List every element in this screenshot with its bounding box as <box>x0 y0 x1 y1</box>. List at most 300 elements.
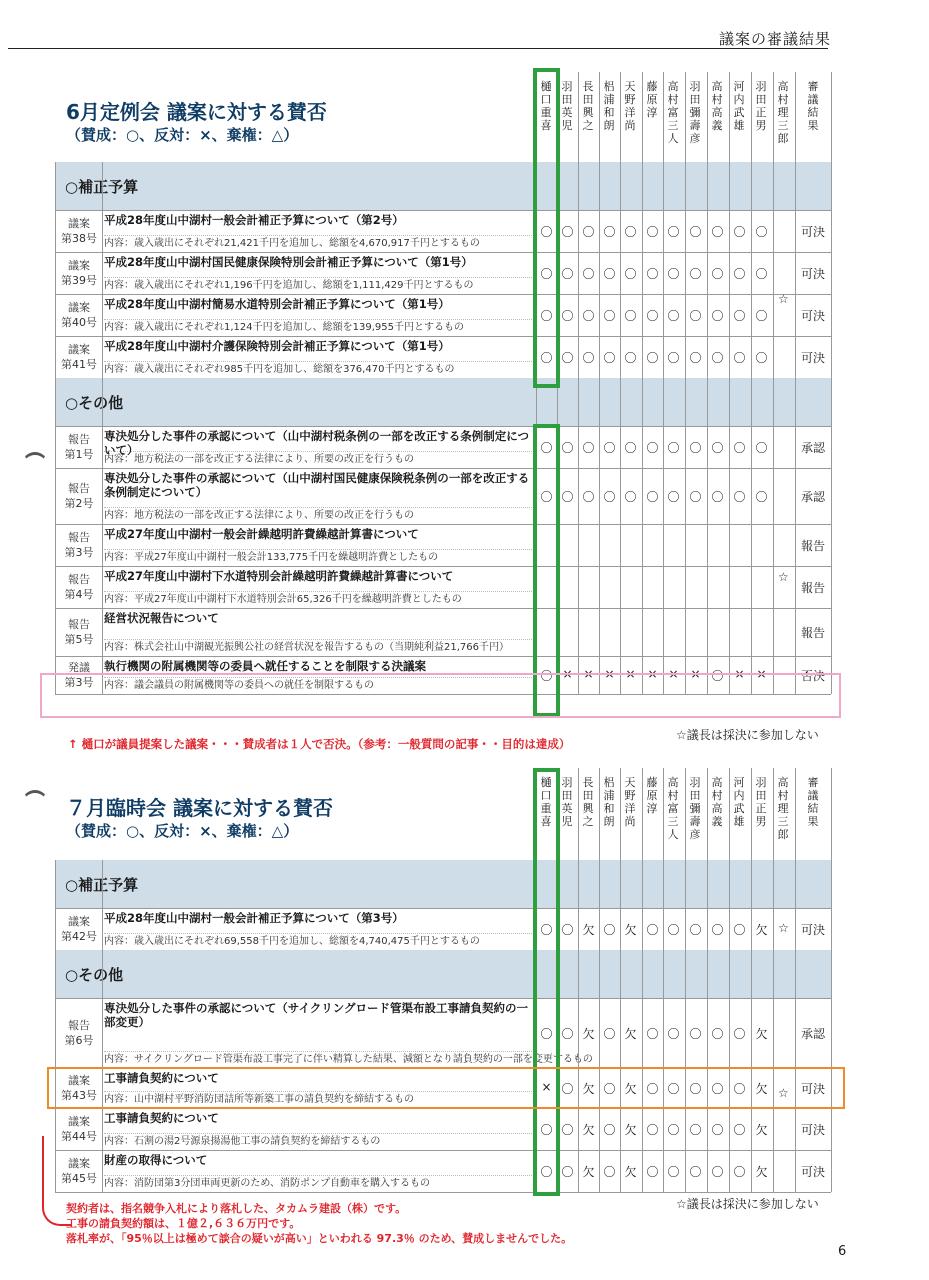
desc-divider <box>104 1175 536 1176</box>
vote-mark: × <box>604 667 615 681</box>
member-name-header: 樋口重喜 <box>540 776 552 828</box>
member-name-header: 高村富三人 <box>667 80 679 145</box>
desc-divider <box>104 361 536 362</box>
vote-mark: 〇 <box>755 441 768 455</box>
member-name-header: 藤原 淳 <box>646 80 669 119</box>
table-right-line <box>831 768 832 1192</box>
header-rule <box>8 48 828 49</box>
vote-mark: 〇 <box>603 1123 616 1137</box>
vote-mark: 欠 <box>582 1165 595 1179</box>
vote-mark: 〇 <box>603 1082 616 1096</box>
row-divider <box>55 210 831 211</box>
desc-divider <box>104 277 536 278</box>
id-title-divider <box>102 162 103 694</box>
vote-mark: 〇 <box>667 1027 680 1041</box>
july-chair-note: ☆議長は採決に参加しない <box>676 1197 819 1211</box>
row-divider <box>55 566 831 567</box>
member-name-header: 河内武雄 <box>733 776 745 828</box>
vote-mark: 〇 <box>561 923 574 937</box>
row-divider <box>55 908 831 909</box>
row-title: 工事請負契約について <box>104 1071 219 1085</box>
row-desc: 内容：石割の湯2号源泉揚湯他工事の請負契約を締結するもの <box>104 1136 381 1147</box>
vote-mark: 〇 <box>667 309 680 323</box>
vote-mark: 〇 <box>733 923 746 937</box>
row-title: 平成28年度山中湖村一般会計補正予算について（第3号） <box>104 911 404 925</box>
row-id: 議案 第40号 <box>61 301 97 329</box>
member-col-line <box>707 72 708 694</box>
vote-mark: 欠 <box>624 1027 637 1041</box>
vote-mark: 〇 <box>667 490 680 504</box>
row-desc: 内容：サイクリングロード管渠布設工事完了に伴い精算した結果、減額となり請負契約の一部を変更するもの <box>104 1054 593 1065</box>
row-highlight-box <box>40 673 841 718</box>
chair-star: ☆ <box>778 570 789 584</box>
group-band: ○その他 <box>55 378 831 426</box>
vote-mark: 〇 <box>624 267 637 281</box>
vote-mark: 〇 <box>540 309 553 323</box>
vote-mark: × <box>647 667 658 681</box>
vote-mark: 〇 <box>624 490 637 504</box>
vote-mark: 〇 <box>646 441 659 455</box>
vote-mark: × <box>562 667 573 681</box>
row-id: 議案 第39号 <box>61 259 97 287</box>
vote-mark: 〇 <box>646 1165 659 1179</box>
page-header-title: 議案の審議結果 <box>718 30 831 48</box>
row-title: 執行機関の附属機関等の委員へ就任することを制限する決議案 <box>104 659 426 673</box>
vote-mark: 〇 <box>667 1082 680 1096</box>
row-title: 平成27年度山中湖村下水道特別会計繰越明許費繰越計算書について <box>104 569 454 583</box>
vote-result: 承認 <box>800 1027 825 1041</box>
row-title: 財産の取得について <box>104 1153 208 1167</box>
vote-mark: 〇 <box>711 1123 724 1137</box>
vote-mark: × <box>668 667 679 681</box>
july-red-line-2: 工事の請負契約額は、１億２,６３６万円です。 <box>66 1217 301 1230</box>
member-col-line <box>773 72 774 694</box>
vote-mark: 〇 <box>540 267 553 281</box>
member-col-line <box>578 768 579 1192</box>
july-red-line-3: 落札率が、「95％以上は極めて談合の疑いが高い」といわれる 97.3％ のため、賛成しませんでした。 <box>66 1232 573 1245</box>
vote-mark: 〇 <box>540 490 553 504</box>
member-col-line <box>599 768 600 1192</box>
vote-mark: 欠 <box>624 1123 637 1137</box>
row-divider <box>55 524 831 525</box>
vote-result: 否決 <box>800 669 825 683</box>
vote-mark: 〇 <box>603 923 616 937</box>
row-id: 報告 第2号 <box>64 482 94 510</box>
vote-mark: × <box>625 667 636 681</box>
row-desc: 内容：山中湖村平野消防団詰所等新築工事の請負契約を締結するもの <box>104 1094 414 1105</box>
desc-divider <box>104 1133 536 1134</box>
vote-mark: 〇 <box>689 309 702 323</box>
vote-mark: 〇 <box>582 351 595 365</box>
member-col-line <box>620 72 621 694</box>
july-section-subtitle: （賛成：○、反対：×、棄権：△） <box>66 822 299 840</box>
vote-mark: 〇 <box>689 267 702 281</box>
vote-mark: 〇 <box>646 267 659 281</box>
row-id: 報告 第4号 <box>64 573 94 601</box>
row-title: 平成28年度山中湖村簡易水道特別会計補正予算について（第1号） <box>104 297 450 311</box>
vote-mark: 欠 <box>624 1082 637 1096</box>
row-divider <box>55 608 831 609</box>
punch-hole-icon <box>22 452 48 477</box>
vote-mark: × <box>690 667 701 681</box>
row-divider <box>55 294 831 295</box>
desc-divider <box>104 235 536 236</box>
contract-43-highlight-box <box>47 1067 845 1109</box>
vote-mark: 〇 <box>582 225 595 239</box>
member-name-header: 羽田彌壽彦 <box>689 80 701 145</box>
vote-mark: 〇 <box>561 309 574 323</box>
vote-mark: 〇 <box>646 351 659 365</box>
member-name-header: 長田興之 <box>582 80 594 132</box>
chair-star: ☆ <box>778 1086 789 1100</box>
desc-divider <box>104 933 536 934</box>
row-title: 専決処分した事件の承認について（山中湖村税条例の一部を改正する条例制定について） <box>104 429 530 457</box>
row-desc: 内容：議会議員の附属機関等の委員への就任を制限するもの <box>104 680 374 691</box>
table-left-line <box>55 162 56 694</box>
row-id: 議案 第45号 <box>61 1157 97 1185</box>
member-name-header: 羽田正男 <box>755 80 767 132</box>
vote-mark: 〇 <box>667 1165 680 1179</box>
vote-mark: 〇 <box>540 1123 553 1137</box>
group-band: ○その他 <box>55 950 831 998</box>
vote-mark: 〇 <box>689 1165 702 1179</box>
vote-mark: 〇 <box>561 1123 574 1137</box>
vote-mark: 〇 <box>733 1165 746 1179</box>
row-title: 専決処分した事件の承認について（サイクリングロード管渠布設工事請負契約の一部変更） <box>104 1001 529 1029</box>
vote-mark: 〇 <box>733 1123 746 1137</box>
vote-mark: 〇 <box>711 225 724 239</box>
row-divider <box>55 1150 831 1151</box>
vote-mark: 〇 <box>667 441 680 455</box>
vote-mark: 〇 <box>582 267 595 281</box>
vote-result: 報告 <box>800 581 825 595</box>
member-name-header: 高村高義 <box>711 776 723 828</box>
row-divider <box>55 998 831 999</box>
row-id: 議案 第44号 <box>61 1115 97 1143</box>
vote-mark: 〇 <box>689 351 702 365</box>
vote-mark: 〇 <box>711 1082 724 1096</box>
row-id: 議案 第43号 <box>61 1074 97 1102</box>
row-id: 報告 第1号 <box>64 433 94 461</box>
desc-divider <box>104 549 536 550</box>
group-band: ○補正予算 <box>55 860 831 908</box>
row-divider <box>55 426 831 427</box>
vote-mark: 〇 <box>603 267 616 281</box>
vote-mark: 欠 <box>624 923 637 937</box>
table-bottom <box>55 1192 831 1193</box>
row-divider <box>55 336 831 337</box>
vote-result: 報告 <box>800 539 825 553</box>
june-chair-note: ☆議長は採決に参加しない <box>676 728 819 742</box>
member-name-header: 藤原 淳 <box>646 776 669 815</box>
row-desc: 内容：地方税法の一部を改正する法律により、所要の改正を行うもの <box>104 454 414 465</box>
vote-result: 可決 <box>800 267 825 281</box>
vote-mark: 〇 <box>733 309 746 323</box>
member-name-header: 高村理三郎 <box>777 776 789 841</box>
desc-divider <box>104 591 536 592</box>
row-desc: 内容：消防団第3分団車両更新のため、消防ポンプ自動車を購入するもの <box>104 1178 430 1189</box>
desc-divider <box>104 507 536 508</box>
vote-mark: 〇 <box>711 309 724 323</box>
july-section-title: ７月臨時会 議案に対する賛否 <box>66 796 333 820</box>
page-number: 6 <box>838 1244 847 1259</box>
desc-divider <box>104 319 536 320</box>
member-name-header: 高村富三人 <box>667 776 679 841</box>
vote-mark: 〇 <box>540 225 553 239</box>
vote-mark: 欠 <box>755 1123 768 1137</box>
vote-mark: 〇 <box>646 490 659 504</box>
member-col-line <box>707 768 708 1192</box>
vote-mark: 〇 <box>646 1027 659 1041</box>
row-id: 報告 第3号 <box>64 531 94 559</box>
vote-mark: 欠 <box>755 1165 768 1179</box>
desc-divider <box>104 639 536 640</box>
member-name-header: 梠浦和朗 <box>603 776 615 828</box>
result-header: 審議結果 <box>807 776 819 828</box>
vote-mark: 〇 <box>540 351 553 365</box>
member-col-line <box>620 768 621 1192</box>
vote-mark: 〇 <box>624 309 637 323</box>
vote-mark: 欠 <box>624 1165 637 1179</box>
vote-mark: 〇 <box>624 351 637 365</box>
vote-mark: 〇 <box>711 923 724 937</box>
member-col-line <box>642 72 643 694</box>
vote-result: 承認 <box>800 441 825 455</box>
vote-mark: 〇 <box>733 351 746 365</box>
vote-mark: 〇 <box>561 267 574 281</box>
row-title: 専決処分した事件の承認について（山中湖村国民健康保険税条例の一部を改正する条例制定について） <box>104 471 530 499</box>
vote-mark: 〇 <box>711 441 724 455</box>
vote-mark: × <box>541 1080 552 1094</box>
vote-mark: 〇 <box>561 1082 574 1096</box>
vote-mark: 〇 <box>603 225 616 239</box>
vote-mark: 〇 <box>561 1165 574 1179</box>
vote-mark: 欠 <box>582 1123 595 1137</box>
desc-divider <box>104 1051 536 1052</box>
member-name-header: 河内武雄 <box>733 80 745 132</box>
vote-result: 可決 <box>800 1123 825 1137</box>
vote-mark: 〇 <box>689 1082 702 1096</box>
row-title: 平成27年度山中湖村一般会計繰越明許費繰越計算書について <box>104 527 419 541</box>
member-col-line <box>751 72 752 694</box>
member-col-line <box>729 72 730 694</box>
vote-mark: 〇 <box>667 267 680 281</box>
vote-result: 可決 <box>800 1165 825 1179</box>
vote-mark: 〇 <box>689 441 702 455</box>
vote-mark: 〇 <box>603 1165 616 1179</box>
vote-mark: × <box>734 667 745 681</box>
table-left-line <box>55 860 56 1192</box>
member-col-line <box>729 768 730 1192</box>
vote-mark: 〇 <box>667 923 680 937</box>
member-col-line <box>685 72 686 694</box>
vote-result: 可決 <box>800 351 825 365</box>
vote-mark: ☆ <box>778 921 789 935</box>
vote-mark: 〇 <box>733 490 746 504</box>
vote-mark: 〇 <box>561 1027 574 1041</box>
vote-mark: 〇 <box>624 441 637 455</box>
row-title: 工事請負契約について <box>104 1111 219 1125</box>
vote-mark: × <box>756 667 767 681</box>
vote-mark: 〇 <box>646 1123 659 1137</box>
member-col-line <box>599 72 600 694</box>
vote-mark: 〇 <box>561 490 574 504</box>
vote-result: 可決 <box>800 225 825 239</box>
row-title: 平成28年度山中湖村一般会計補正予算について（第2号） <box>104 213 404 227</box>
row-desc: 内容：歳入歳出にそれぞれ69,558千円を追加し、総額を4,740,475千円とするもの <box>104 936 480 947</box>
vote-mark: 〇 <box>582 441 595 455</box>
vote-mark: 〇 <box>711 351 724 365</box>
row-title: 平成28年度山中湖村国民健康保険特別会計補正予算について（第1号） <box>104 255 473 269</box>
vote-mark: 〇 <box>689 225 702 239</box>
vote-mark: 〇 <box>711 1027 724 1041</box>
member-name-header: 羽田英児 <box>561 80 573 132</box>
vote-mark: 欠 <box>582 923 595 937</box>
vote-mark: 〇 <box>711 1165 724 1179</box>
table-right-line <box>831 72 832 694</box>
vote-mark: 〇 <box>689 1123 702 1137</box>
vote-mark: 〇 <box>540 923 553 937</box>
vote-mark: 〇 <box>755 351 768 365</box>
higuchi-highlight-box <box>533 768 560 1196</box>
july-red-line-1: 契約者は、指名競争入札により落札した、タカムラ建設（株）です。 <box>66 1202 407 1215</box>
june-red-annotation: ↑ 樋口が議員提案した議案・・・賛成者は１人で否決。（参考：一般質問の記事・・目的は達成） <box>68 737 571 751</box>
row-id: 議案 第41号 <box>61 343 97 371</box>
vote-mark: 〇 <box>755 490 768 504</box>
june-section-subtitle: （賛成：○、反対：×、棄権：△） <box>66 126 299 144</box>
vote-mark: 〇 <box>603 490 616 504</box>
vote-result: 可決 <box>800 923 825 937</box>
member-name-header: 高村高義 <box>711 80 723 132</box>
row-id: 発議 第3号 <box>64 661 94 689</box>
chair-star: ☆ <box>778 292 789 306</box>
vote-mark: 欠 <box>755 1082 768 1096</box>
vote-mark: 〇 <box>561 441 574 455</box>
vote-mark: 〇 <box>711 669 724 683</box>
vote-mark: 〇 <box>561 351 574 365</box>
vote-mark: 〇 <box>667 1123 680 1137</box>
row-divider <box>55 656 831 657</box>
row-id: 議案 第38号 <box>61 217 97 245</box>
vote-mark: 〇 <box>582 309 595 323</box>
member-name-header: 羽田正男 <box>755 776 767 828</box>
vote-mark: 〇 <box>711 490 724 504</box>
member-name-header: 長田興之 <box>582 776 594 828</box>
row-divider <box>55 468 831 469</box>
vote-mark: 〇 <box>624 225 637 239</box>
member-col-line <box>663 768 664 1192</box>
vote-mark: 〇 <box>603 1027 616 1041</box>
vote-mark: 〇 <box>603 351 616 365</box>
row-title: 経営状況報告について <box>104 611 219 625</box>
vote-result: 報告 <box>800 626 825 640</box>
desc-divider <box>104 451 536 452</box>
row-desc: 内容：平成27年度山中湖村一般会計133,775千円を繰越明許費としたもの <box>104 552 439 563</box>
vote-mark: 〇 <box>646 309 659 323</box>
vote-mark: 欠 <box>755 923 768 937</box>
vote-mark: 〇 <box>689 490 702 504</box>
member-name-header: 天野洋尚 <box>624 776 636 828</box>
result-col-line <box>795 72 796 694</box>
vote-mark: 〇 <box>646 1082 659 1096</box>
vote-mark: 〇 <box>755 309 768 323</box>
row-id: 報告 第6号 <box>64 1019 94 1047</box>
member-col-line <box>663 72 664 694</box>
vote-mark: 〇 <box>711 267 724 281</box>
row-desc: 内容：歳入歳出にそれぞれ1,196千円を追加し、総額を1,111,429千円とするもの <box>104 280 474 291</box>
vote-mark: 〇 <box>646 923 659 937</box>
member-col-line <box>751 768 752 1192</box>
member-name-header: 梠浦和朗 <box>603 80 615 132</box>
member-name-header: 羽田彌壽彦 <box>689 776 701 841</box>
id-title-divider <box>102 860 103 1192</box>
row-id: 報告 第5号 <box>64 618 94 646</box>
vote-mark: 〇 <box>540 1027 553 1041</box>
june-section-title: 6月定例会 議案に対する賛否 <box>66 100 327 124</box>
vote-mark: 欠 <box>755 1027 768 1041</box>
vote-mark: 〇 <box>603 441 616 455</box>
vote-mark: 〇 <box>733 225 746 239</box>
vote-result: 可決 <box>800 309 825 323</box>
vote-mark: 〇 <box>755 225 768 239</box>
vote-mark: 〇 <box>689 1027 702 1041</box>
vote-mark: 〇 <box>755 267 768 281</box>
row-id: 議案 第42号 <box>61 915 97 943</box>
member-name-header: 天野洋尚 <box>624 80 636 132</box>
vote-mark: 欠 <box>582 1027 595 1041</box>
vote-mark: 〇 <box>540 669 553 683</box>
punch-hole-icon <box>22 790 48 815</box>
vote-mark: 〇 <box>733 1027 746 1041</box>
row-desc: 内容：地方税法の一部を改正する法律により、所要の改正を行うもの <box>104 510 414 521</box>
vote-mark: 〇 <box>733 441 746 455</box>
vote-result: 可決 <box>800 1082 825 1096</box>
member-col-line <box>685 768 686 1192</box>
vote-mark: 〇 <box>540 441 553 455</box>
vote-mark: 〇 <box>646 225 659 239</box>
vote-mark: 欠 <box>582 1082 595 1096</box>
row-desc: 内容：株式会社山中湖観光振興公社の経営状況を報告するもの（当期純利益21,766千円） <box>104 642 509 653</box>
vote-mark: 〇 <box>667 225 680 239</box>
vote-result: 承認 <box>800 490 825 504</box>
member-col-line <box>773 768 774 1192</box>
vote-mark: 〇 <box>733 1082 746 1096</box>
vote-mark: 〇 <box>561 225 574 239</box>
row-divider <box>55 252 831 253</box>
result-col-line <box>795 768 796 1192</box>
member-col-line <box>578 72 579 694</box>
row-desc: 内容：歳入歳出にそれぞれ1,124千円を追加し、総額を139,955千円とするもの <box>104 322 464 333</box>
member-name-header: 樋口重喜 <box>540 80 552 132</box>
vote-mark: 〇 <box>582 490 595 504</box>
member-col-line <box>642 768 643 1192</box>
vote-mark: 〇 <box>540 1165 553 1179</box>
group-band: ○補正予算 <box>55 162 831 210</box>
row-desc: 内容：歳入歳出にそれぞれ985千円を追加し、総額を376,470千円とするもの <box>104 364 455 375</box>
result-header: 審議結果 <box>807 80 819 132</box>
vote-mark: 〇 <box>603 309 616 323</box>
row-desc: 内容：歳入歳出にそれぞれ21,421千円を追加し、総額を4,670,917千円とするもの <box>104 238 480 249</box>
vote-mark: × <box>583 667 594 681</box>
higuchi-highlight-box <box>533 68 560 388</box>
vote-mark: 〇 <box>689 923 702 937</box>
row-title: 平成28年度山中湖村介護保険特別会計補正予算について（第1号） <box>104 339 450 353</box>
vote-mark: 〇 <box>667 351 680 365</box>
member-name-header: 高村理三郎 <box>777 80 789 145</box>
vote-mark: 〇 <box>733 267 746 281</box>
row-desc: 内容：平成27年度山中湖村下水道特別会計65,326千円を繰越明許費としたもの <box>104 594 462 605</box>
member-name-header: 羽田英児 <box>561 776 573 828</box>
